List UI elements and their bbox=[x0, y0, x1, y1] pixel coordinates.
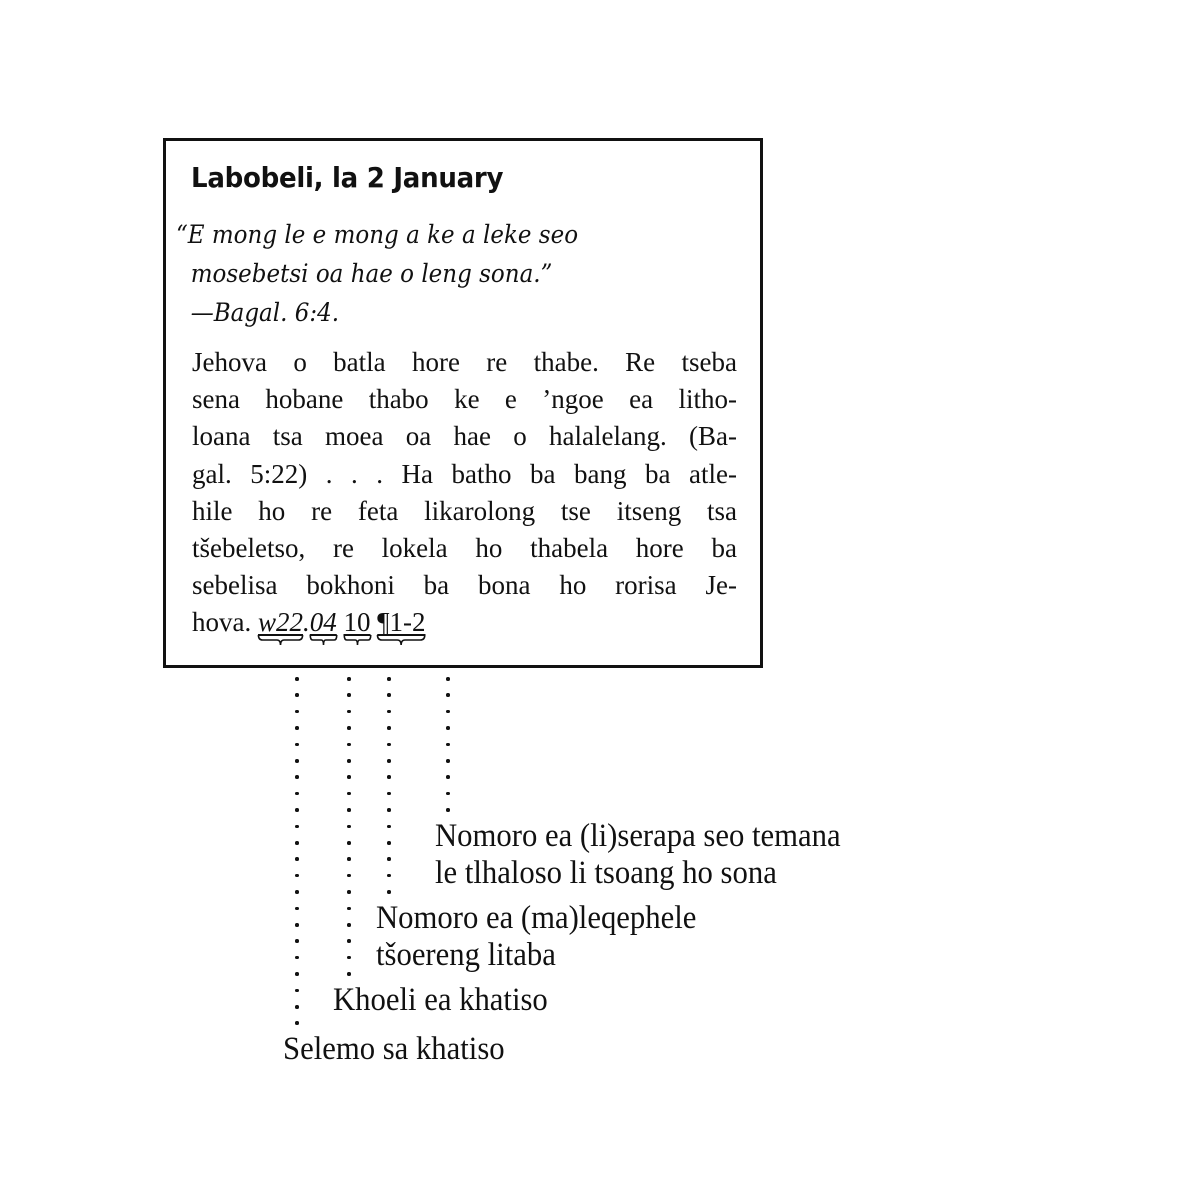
dot bbox=[295, 693, 299, 697]
dot bbox=[295, 792, 299, 796]
dot bbox=[446, 792, 450, 796]
brace-icon bbox=[344, 634, 371, 646]
callout-publication bbox=[283, 1031, 505, 1068]
scripture-citation: —Bagal. 6:4. bbox=[190, 298, 340, 327]
dot bbox=[446, 743, 450, 747]
dot bbox=[295, 825, 299, 829]
date-heading: Labobeli, la 2 January bbox=[191, 161, 504, 194]
callout-page bbox=[376, 900, 696, 974]
dot bbox=[347, 677, 351, 681]
dot bbox=[387, 710, 391, 714]
dot bbox=[347, 759, 351, 763]
dot bbox=[347, 825, 351, 829]
dot bbox=[446, 677, 450, 681]
callout-page-line-2: tšoereng litaba bbox=[376, 937, 556, 973]
dot bbox=[295, 989, 299, 993]
dot bbox=[387, 759, 391, 763]
callout-paragraph bbox=[435, 818, 841, 892]
ref-page-text: 10 bbox=[343, 607, 371, 638]
callout-paragraph-line-1: Nomoro ea (li)serapa seo temana bbox=[435, 818, 841, 854]
dot bbox=[446, 726, 450, 730]
theme-scripture bbox=[176, 215, 691, 332]
dot bbox=[347, 874, 351, 878]
ref-issue bbox=[310, 604, 337, 641]
dot bbox=[387, 743, 391, 747]
dot bbox=[387, 693, 391, 697]
dot bbox=[295, 1021, 299, 1025]
body-line: Jehova o batla hore re thabe. Re tseba bbox=[192, 347, 737, 377]
dot bbox=[295, 677, 299, 681]
dot bbox=[347, 710, 351, 714]
callout-issue bbox=[333, 982, 548, 1019]
body-line: sena hobane thabo ke e ’ngoe ea litho- bbox=[192, 384, 737, 415]
dot bbox=[446, 693, 450, 697]
brace-icon bbox=[377, 634, 425, 646]
body-line: hile ho re feta likarolong tse itseng tsa bbox=[192, 495, 737, 526]
dot bbox=[446, 808, 450, 812]
body-line: tšebeletso, re lokela ho thabela hore ba bbox=[192, 533, 737, 564]
dot bbox=[347, 907, 351, 911]
dot bbox=[295, 759, 299, 763]
brace-icon bbox=[310, 634, 337, 646]
dot bbox=[347, 743, 351, 747]
scripture-line-1: “E mong le e mong a ke a leke seo bbox=[176, 220, 579, 249]
ref-paragraph-text: ¶1-2 bbox=[377, 607, 426, 638]
dot bbox=[387, 726, 391, 730]
dot bbox=[295, 923, 299, 927]
dot bbox=[347, 890, 351, 894]
dot bbox=[446, 759, 450, 763]
dot bbox=[295, 710, 299, 714]
reference-line bbox=[192, 604, 737, 641]
dot bbox=[347, 841, 351, 845]
dot bbox=[347, 726, 351, 730]
dot bbox=[387, 808, 391, 812]
dot bbox=[295, 775, 299, 779]
ref-publication bbox=[258, 604, 303, 641]
dot bbox=[295, 808, 299, 812]
dot bbox=[347, 693, 351, 697]
dot bbox=[347, 775, 351, 779]
dot bbox=[295, 874, 299, 878]
ref-paragraph bbox=[377, 604, 425, 641]
body-line: loana tsa moea oa hae o halalelang. (Ba- bbox=[192, 421, 737, 452]
dot bbox=[347, 923, 351, 927]
callout-paragraph-line-2: le tlhaloso li tsoang ho sona bbox=[435, 855, 777, 891]
dot bbox=[387, 677, 391, 681]
dot bbox=[446, 710, 450, 714]
ref-issue-text: 04 bbox=[309, 607, 337, 638]
comment-paragraph bbox=[192, 344, 737, 642]
dot bbox=[295, 956, 299, 960]
daily-text-card bbox=[163, 138, 763, 668]
callout-page-line-1: Nomoro ea (ma)leqephele bbox=[376, 900, 697, 936]
dot bbox=[347, 972, 351, 976]
dot bbox=[295, 972, 299, 976]
dot bbox=[295, 743, 299, 747]
dot bbox=[446, 775, 450, 779]
dot bbox=[295, 857, 299, 861]
dot bbox=[347, 792, 351, 796]
dot bbox=[295, 1005, 299, 1009]
dot bbox=[387, 841, 391, 845]
brace-icon bbox=[258, 634, 303, 646]
dot bbox=[347, 808, 351, 812]
dot bbox=[387, 874, 391, 878]
ref-page bbox=[344, 604, 371, 641]
body-line: gal. 5:22) . . . Ha batho ba bang ba atle- bbox=[192, 458, 737, 489]
dot bbox=[295, 841, 299, 845]
dot bbox=[387, 825, 391, 829]
dot bbox=[347, 956, 351, 960]
dot bbox=[347, 939, 351, 943]
dot bbox=[387, 890, 391, 894]
dot bbox=[295, 726, 299, 730]
body-line-end: hova. bbox=[192, 607, 252, 638]
dot bbox=[295, 890, 299, 894]
dot bbox=[387, 857, 391, 861]
scripture-line-2: mosebetsi oa hae o leng sona.” bbox=[190, 259, 553, 288]
callout-publication-line-1: Selemo sa khatiso bbox=[283, 1031, 505, 1067]
dot bbox=[387, 792, 391, 796]
ref-publication-text: w22 bbox=[257, 607, 303, 638]
dot bbox=[387, 775, 391, 779]
ref-separator: . bbox=[303, 607, 310, 638]
dot bbox=[347, 857, 351, 861]
body-line: sebelisa bokhoni ba bona ho rorisa Je- bbox=[192, 570, 737, 601]
dot bbox=[295, 939, 299, 943]
callout-issue-line-1: Khoeli ea khatiso bbox=[333, 982, 548, 1018]
dot bbox=[295, 907, 299, 911]
